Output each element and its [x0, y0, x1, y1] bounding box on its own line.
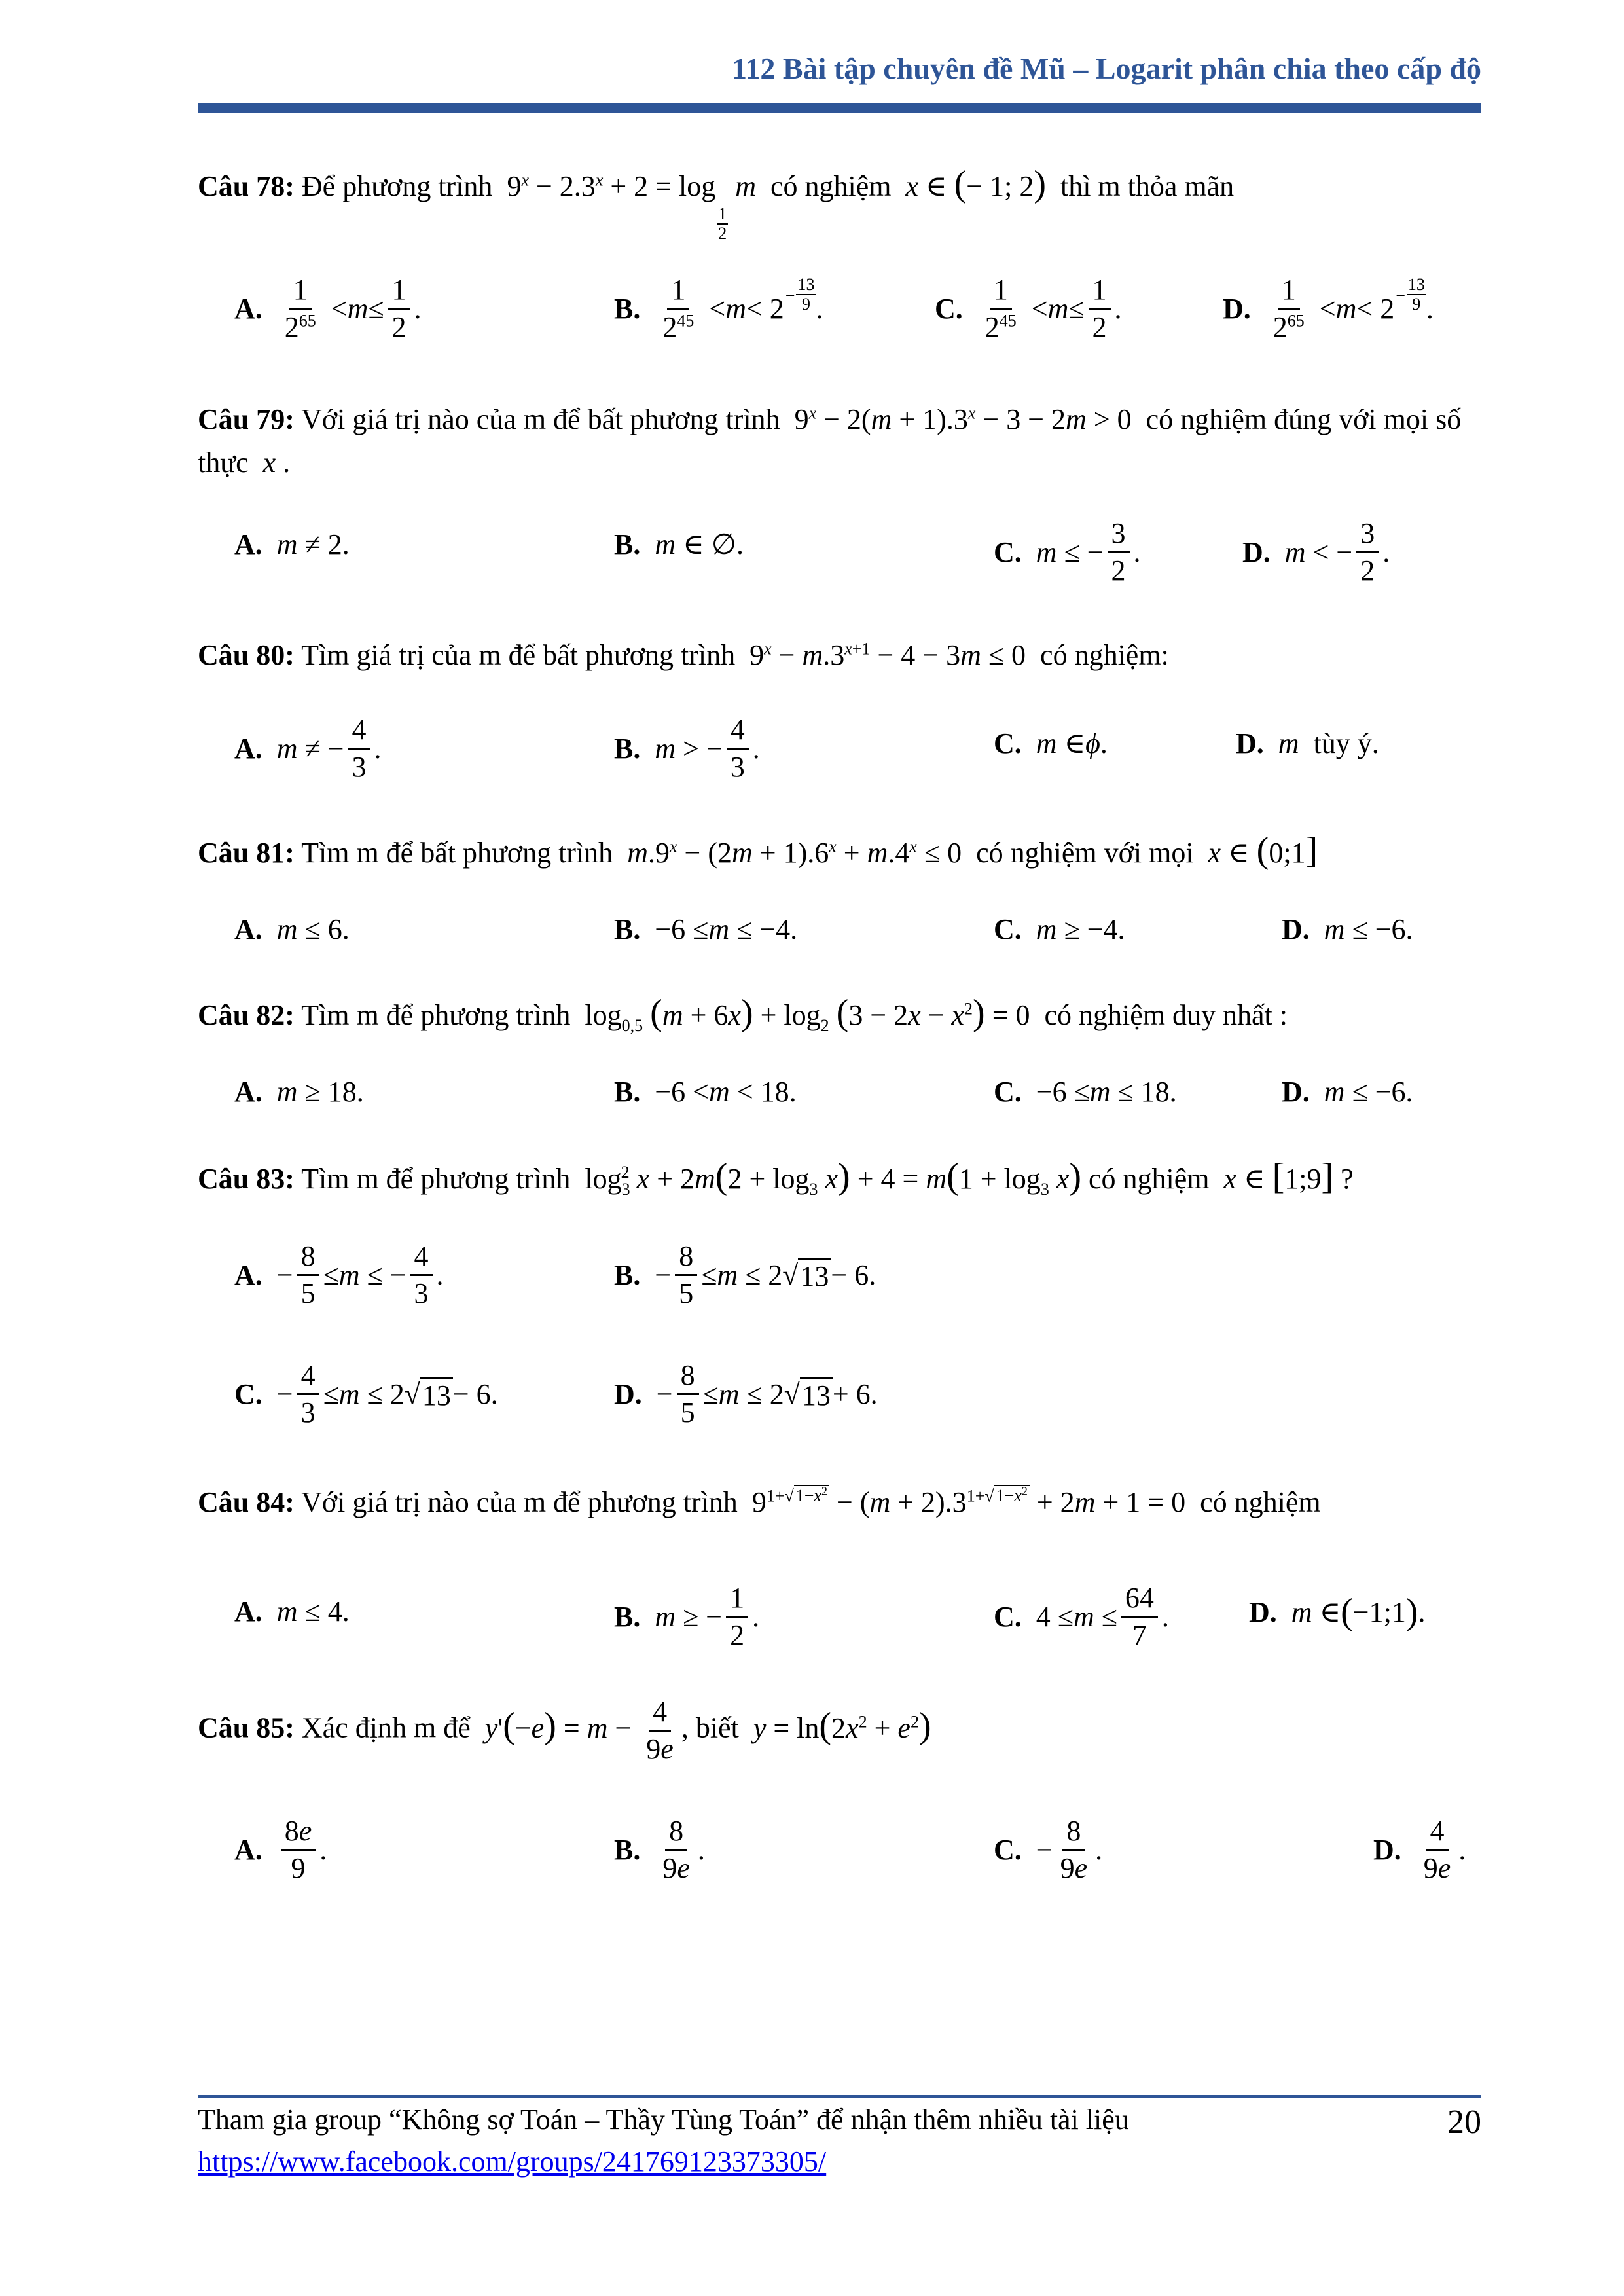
option-a[interactable]: A. m ≤ 6. [234, 913, 350, 945]
page-number: 20 [1447, 2104, 1481, 2141]
option-d[interactable]: D. m < − $\frac{3}{2}$ . [1242, 517, 1390, 587]
option-a[interactable]: A. $\frac{8e}{9}$ . [234, 1815, 327, 1884]
option-c[interactable]: C. − $\frac{4}{3}$ ≤ m ≤ 2√ 13 − 6. [234, 1359, 498, 1429]
option-b[interactable]: B. m ≥ − $\frac{1}{2}$ . [614, 1582, 760, 1651]
option-d[interactable]: D. − $\frac{8}{5}$ ≤ m ≤ 2√ 13 + 6. [614, 1359, 878, 1429]
footer-text: Tham gia group “Không sợ Toán – Thầy Tùng Toán” để nhận thêm nhiều tài liệu [198, 2104, 1129, 2136]
option-c[interactable]: C. m ≤ − $\frac{3}{2}$ . [994, 517, 1141, 587]
equation: $9^x - 2.3^x + 2 = \log$ $_{\frac{1}{2}}$ m [499, 170, 756, 243]
option-a[interactable]: A. m ≥ 18. [234, 1076, 364, 1108]
question-78: Câu 78: Để phương trình $9^x - 2.3^x + 2 = \log$ $_{\frac{1}{2}}$ m có nghiệm x ∈ (− 1; 2) thì m thỏa mãn [198, 164, 1235, 243]
option-c[interactable]: C. 4 ≤ m ≤ $\frac{64}{7}$ . [994, 1582, 1169, 1651]
question-label: Câu 83: [198, 1163, 295, 1195]
question-label: Câu 81: [198, 837, 295, 869]
question-label: Câu 82: [198, 999, 295, 1031]
option-c[interactable]: C. $\frac{1}{2^{45}}$ < m ≤ $\frac{1}{2}$ . [935, 274, 1122, 343]
equation: $9^x - 2(m + 1).3^x - 3 - 2m > 0$ [787, 403, 1139, 435]
option-b[interactable]: B. − $\frac{8}{5}$ ≤ m ≤ 2√ 13 − 6. [614, 1240, 876, 1309]
question-label: Câu 79: [198, 403, 295, 435]
option-a[interactable]: A. m ≤ 4. [234, 1595, 350, 1628]
option-b[interactable]: B. m ∈ ∅. [614, 528, 744, 560]
header-rule [198, 103, 1481, 113]
option-b[interactable]: B. $\frac{8}{9e}$ . [614, 1815, 705, 1884]
option-c[interactable]: C. −6 ≤ m ≤ 18. [994, 1076, 1177, 1108]
equation: $\log_{0,5} (m + 6x) + \log_2 (3 - 2x - x^2) = 0$ [577, 993, 1038, 1035]
option-c[interactable]: C. m ∈ ϕ . [994, 727, 1108, 759]
option-c[interactable]: C. − $\frac{8}{9e}$ . [994, 1815, 1103, 1884]
equation: $9^{1+√ 1-x^2} - (m + 2).3^{1+√ 1-x^2} + 2m + 1 = 0$ [744, 1484, 1193, 1518]
footer-link[interactable]: https://www.facebook.com/groups/241769123373305/ [198, 2145, 827, 2178]
question-80: Câu 80: Tìm giá trị của m để bất phương trình $9^x - m.3^{x+1} - 4 - 3m \le 0$ có nghiệm: [198, 639, 1169, 671]
question-85: Câu 85: Xác định m để y'(−e) = m − $\frac{4}{9e}$ , biết $y = \ln(2x^2 + e^2)$ [198, 1696, 931, 1765]
option-b[interactable]: B. −6 ≤ m ≤ −4. [614, 913, 798, 945]
option-b[interactable]: B. m > − $\frac{4}{3}$ . [614, 714, 760, 783]
equation: $\log_3^2 x + 2m(2 + \log_3 x) + 4 = m(1 + \log_3 x)$ [577, 1156, 1081, 1199]
option-d[interactable]: D. m ∈ ( −1;1 ) . [1249, 1592, 1426, 1632]
question-label: Câu 84: [198, 1486, 295, 1518]
question-84: Câu 84: Với giá trị nào của m để phương trình $9^{1+√ 1-x^2} - (m + 2).3^{1+√ 1-x^2} + 2m + 1 = 0$ có nghiệm [198, 1484, 1321, 1518]
equation: y'(−e) = m − $\frac{4}{9e}$ [484, 1696, 674, 1765]
equation: $9^x - m.3^{x+1} - 4 - 3m \le 0$ [742, 639, 1034, 671]
option-a[interactable]: A. − $\frac{8}{5}$ ≤ m ≤ − $\frac{4}{3}$ . [234, 1240, 444, 1309]
option-a[interactable]: A. $\frac{1}{2^{65}}$ < m ≤ $\frac{1}{2}$ . [234, 274, 422, 343]
option-a[interactable]: A. m ≠ − $\frac{4}{3}$ . [234, 714, 382, 783]
option-b[interactable]: B. $\frac{1}{2^{45}}$ < m < 2 − $\frac{13}{9}$ . [614, 274, 823, 343]
question-label: Câu 78: [198, 170, 295, 202]
option-d[interactable]: D. m ≤ −6. [1282, 913, 1413, 945]
header-title: 112 Bài tập chuyên đề Mũ – Logarit phân chia theo cấp độ [731, 52, 1481, 85]
option-d[interactable]: D. m ≤ −6. [1282, 1076, 1413, 1108]
question-label: Câu 80: [198, 639, 295, 671]
equation: $m.9^x - (2m + 1).6^x + m.4^x \le 0$ [627, 837, 969, 869]
question-82: Câu 82: Tìm m để phương trình $\log_{0,5} (m + 6x) + \log_2 (3 - 2x - x^2) = 0$ có nghiệm duy nhất : [198, 993, 1288, 1035]
option-b[interactable]: B. −6 < m < 18. [614, 1076, 797, 1108]
option-c[interactable]: C. m ≥ −4. [994, 913, 1125, 945]
option-d[interactable]: D. $\frac{1}{2^{65}}$ < m < 2 − $\frac{13}{9}$ . [1223, 274, 1434, 343]
option-a[interactable]: A. m ≠ 2. [234, 528, 350, 560]
footer-rule [198, 2095, 1481, 2098]
option-d[interactable]: D. m tùy ý. [1236, 727, 1379, 759]
question-83: Câu 83: Tìm m để phương trình $\log_3^2 x + 2m(2 + \log_3 x) + 4 = m(1 + \log_3 x)$ có nghiệm x ∈ [1;9] ? [198, 1156, 1354, 1199]
question-label: Câu 85: [198, 1711, 295, 1744]
option-d[interactable]: D. $\frac{4}{9e}$ . [1373, 1815, 1466, 1884]
question-81: Câu 81: Tìm m để bất phương trình $m.9^x - (2m + 1).6^x + m.4^x \le 0$ có nghiệm với mọi x ∈ (0;1] [198, 830, 1318, 871]
question-79: Câu 79: Với giá trị nào của m để bất phương trình $9^x - 2(m + 1).3^x - 3 - 2m > 0$ có nghiệm đúng với mọi số thực x . [198, 403, 1462, 479]
